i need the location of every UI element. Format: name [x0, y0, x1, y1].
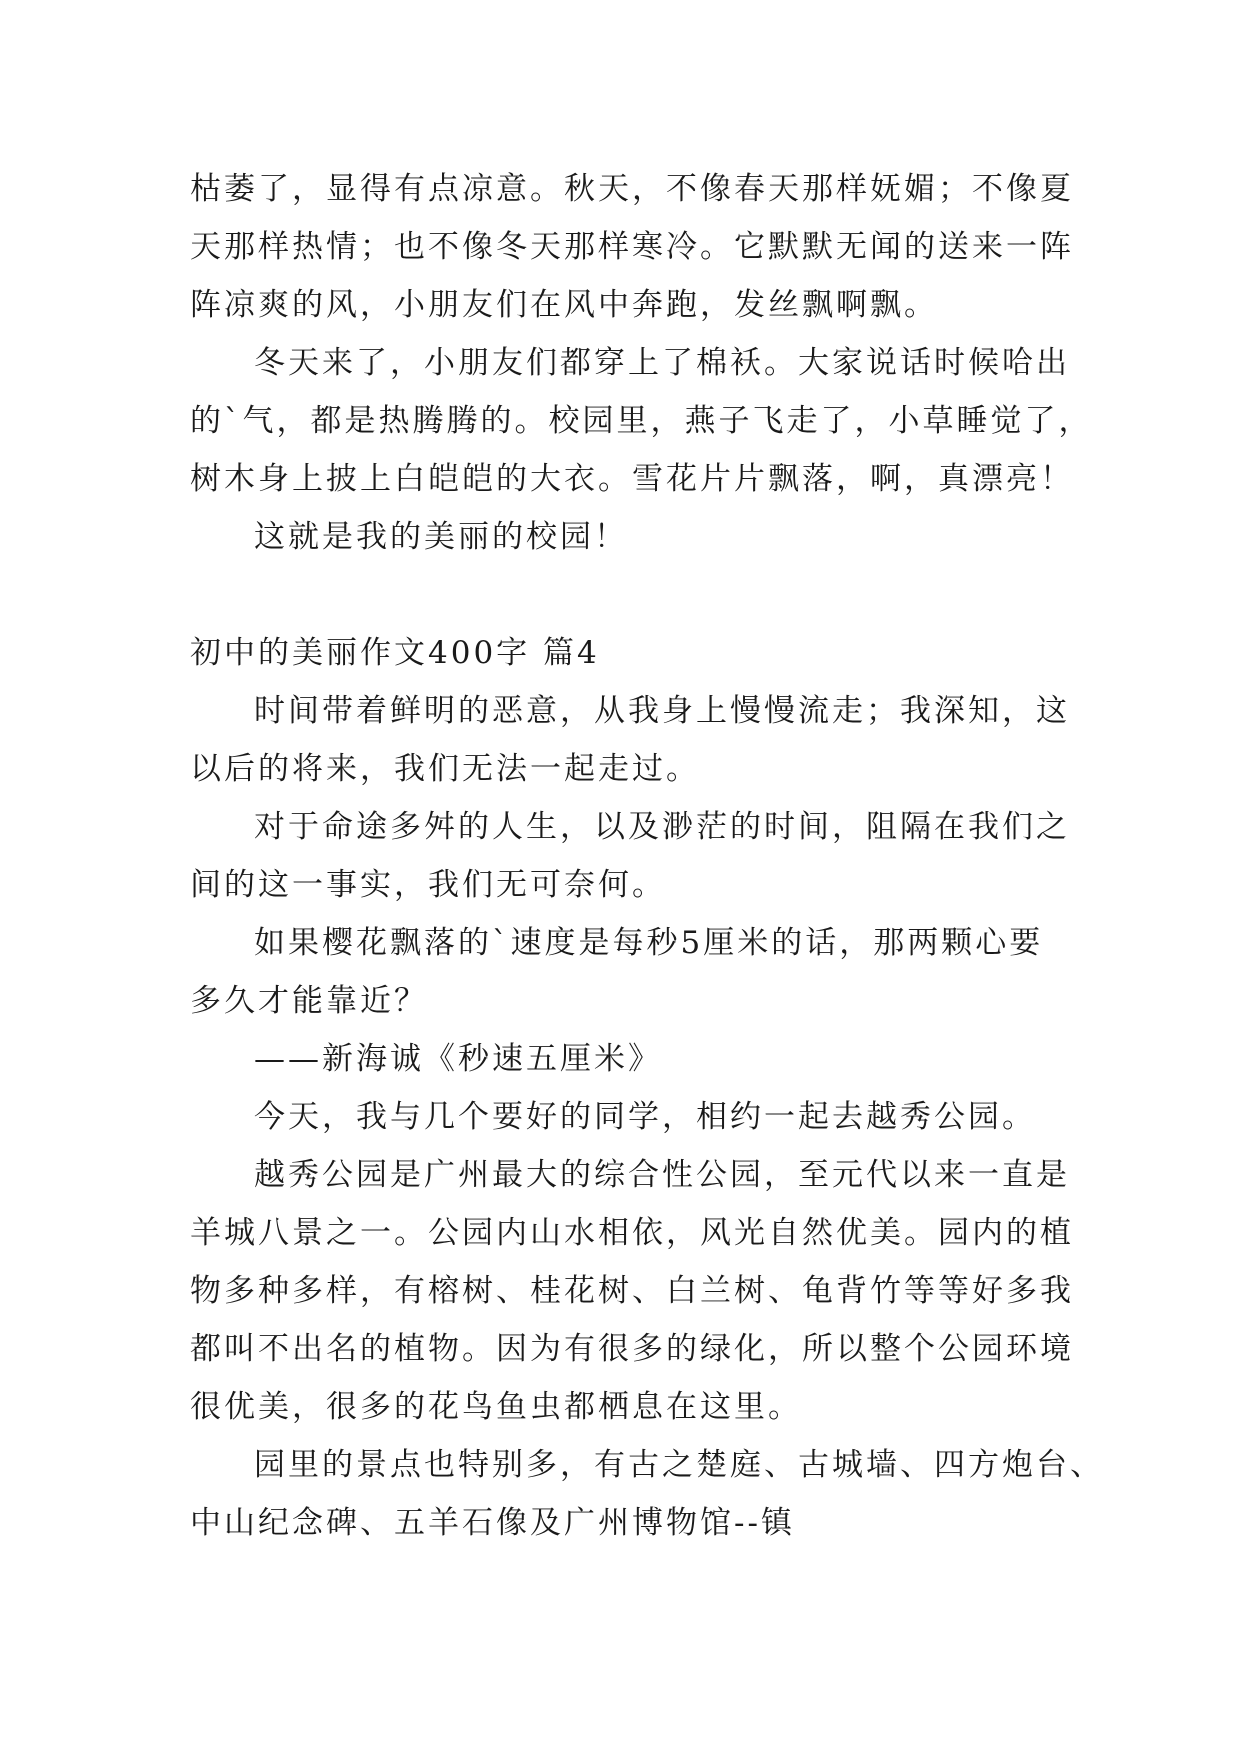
document-body: [190, 160, 1104, 1552]
text-line: 时间带着鲜明的恶意，从我身上慢慢流走；我深知，这: [254, 693, 1070, 729]
text-line: 羊城八景之一。公园内山水相依，风光自然优美。园内的植: [190, 1215, 1074, 1251]
text-line: 以后的将来，我们无法一起走过。: [190, 751, 700, 787]
text-line: 很优美，很多的花鸟鱼虫都栖息在这里。: [190, 1389, 802, 1425]
text-line: 都叫不出名的植物。因为有很多的绿化，所以整个公园环境: [190, 1331, 1074, 1367]
text-line: 中山纪念碑、五羊石像及广州博物馆--镇: [190, 1505, 795, 1541]
text-line: 树木身上披上白皑皑的大衣。雪花片片飘落，啊，真漂亮！: [190, 461, 1074, 497]
text-line: 物多种多样，有榕树、桂花树、白兰树、龟背竹等等好多我: [190, 1273, 1074, 1309]
text-line: 多久才能靠近？: [190, 983, 428, 1019]
text-line: 如果樱花飘落的`速度是每秒5厘米的话，那两颗心要: [254, 925, 1044, 961]
text-line: 今天，我与几个要好的同学，相约一起去越秀公园。: [254, 1099, 1036, 1135]
text-line: 越秀公园是广州最大的综合性公园，至元代以来一直是: [254, 1157, 1070, 1193]
text-line: 园里的景点也特别多，有古之楚庭、古城墙、四方炮台、: [254, 1447, 1104, 1483]
text-line: 对于命途多舛的人生，以及渺茫的时间，阻隔在我们之: [254, 809, 1070, 845]
text-line: 间的这一事实，我们无可奈何。: [190, 867, 666, 903]
section-heading: 初中的美丽作文400字 篇4: [190, 635, 600, 671]
text-line: 的`气，都是热腾腾的。校园里，燕子飞走了，小草睡觉了，: [190, 403, 1093, 439]
text-line: 冬天来了，小朋友们都穿上了棉袄。大家说话时候哈出: [254, 345, 1070, 381]
text-line: 枯萎了，显得有点凉意。秋天，不像春天那样妩媚；不像夏: [190, 171, 1074, 207]
text-line: 阵凉爽的风，小朋友们在风中奔跑，发丝飘啊飘。: [190, 287, 938, 323]
quote-attribution: ——新海诚《秒速五厘米》: [254, 1041, 662, 1077]
text-line: 天那样热情；也不像冬天那样寒冷。它默默无闻的送来一阵: [190, 229, 1074, 265]
section-gap: [190, 566, 1058, 624]
closing-line: 这就是我的美丽的校园！: [254, 519, 628, 555]
